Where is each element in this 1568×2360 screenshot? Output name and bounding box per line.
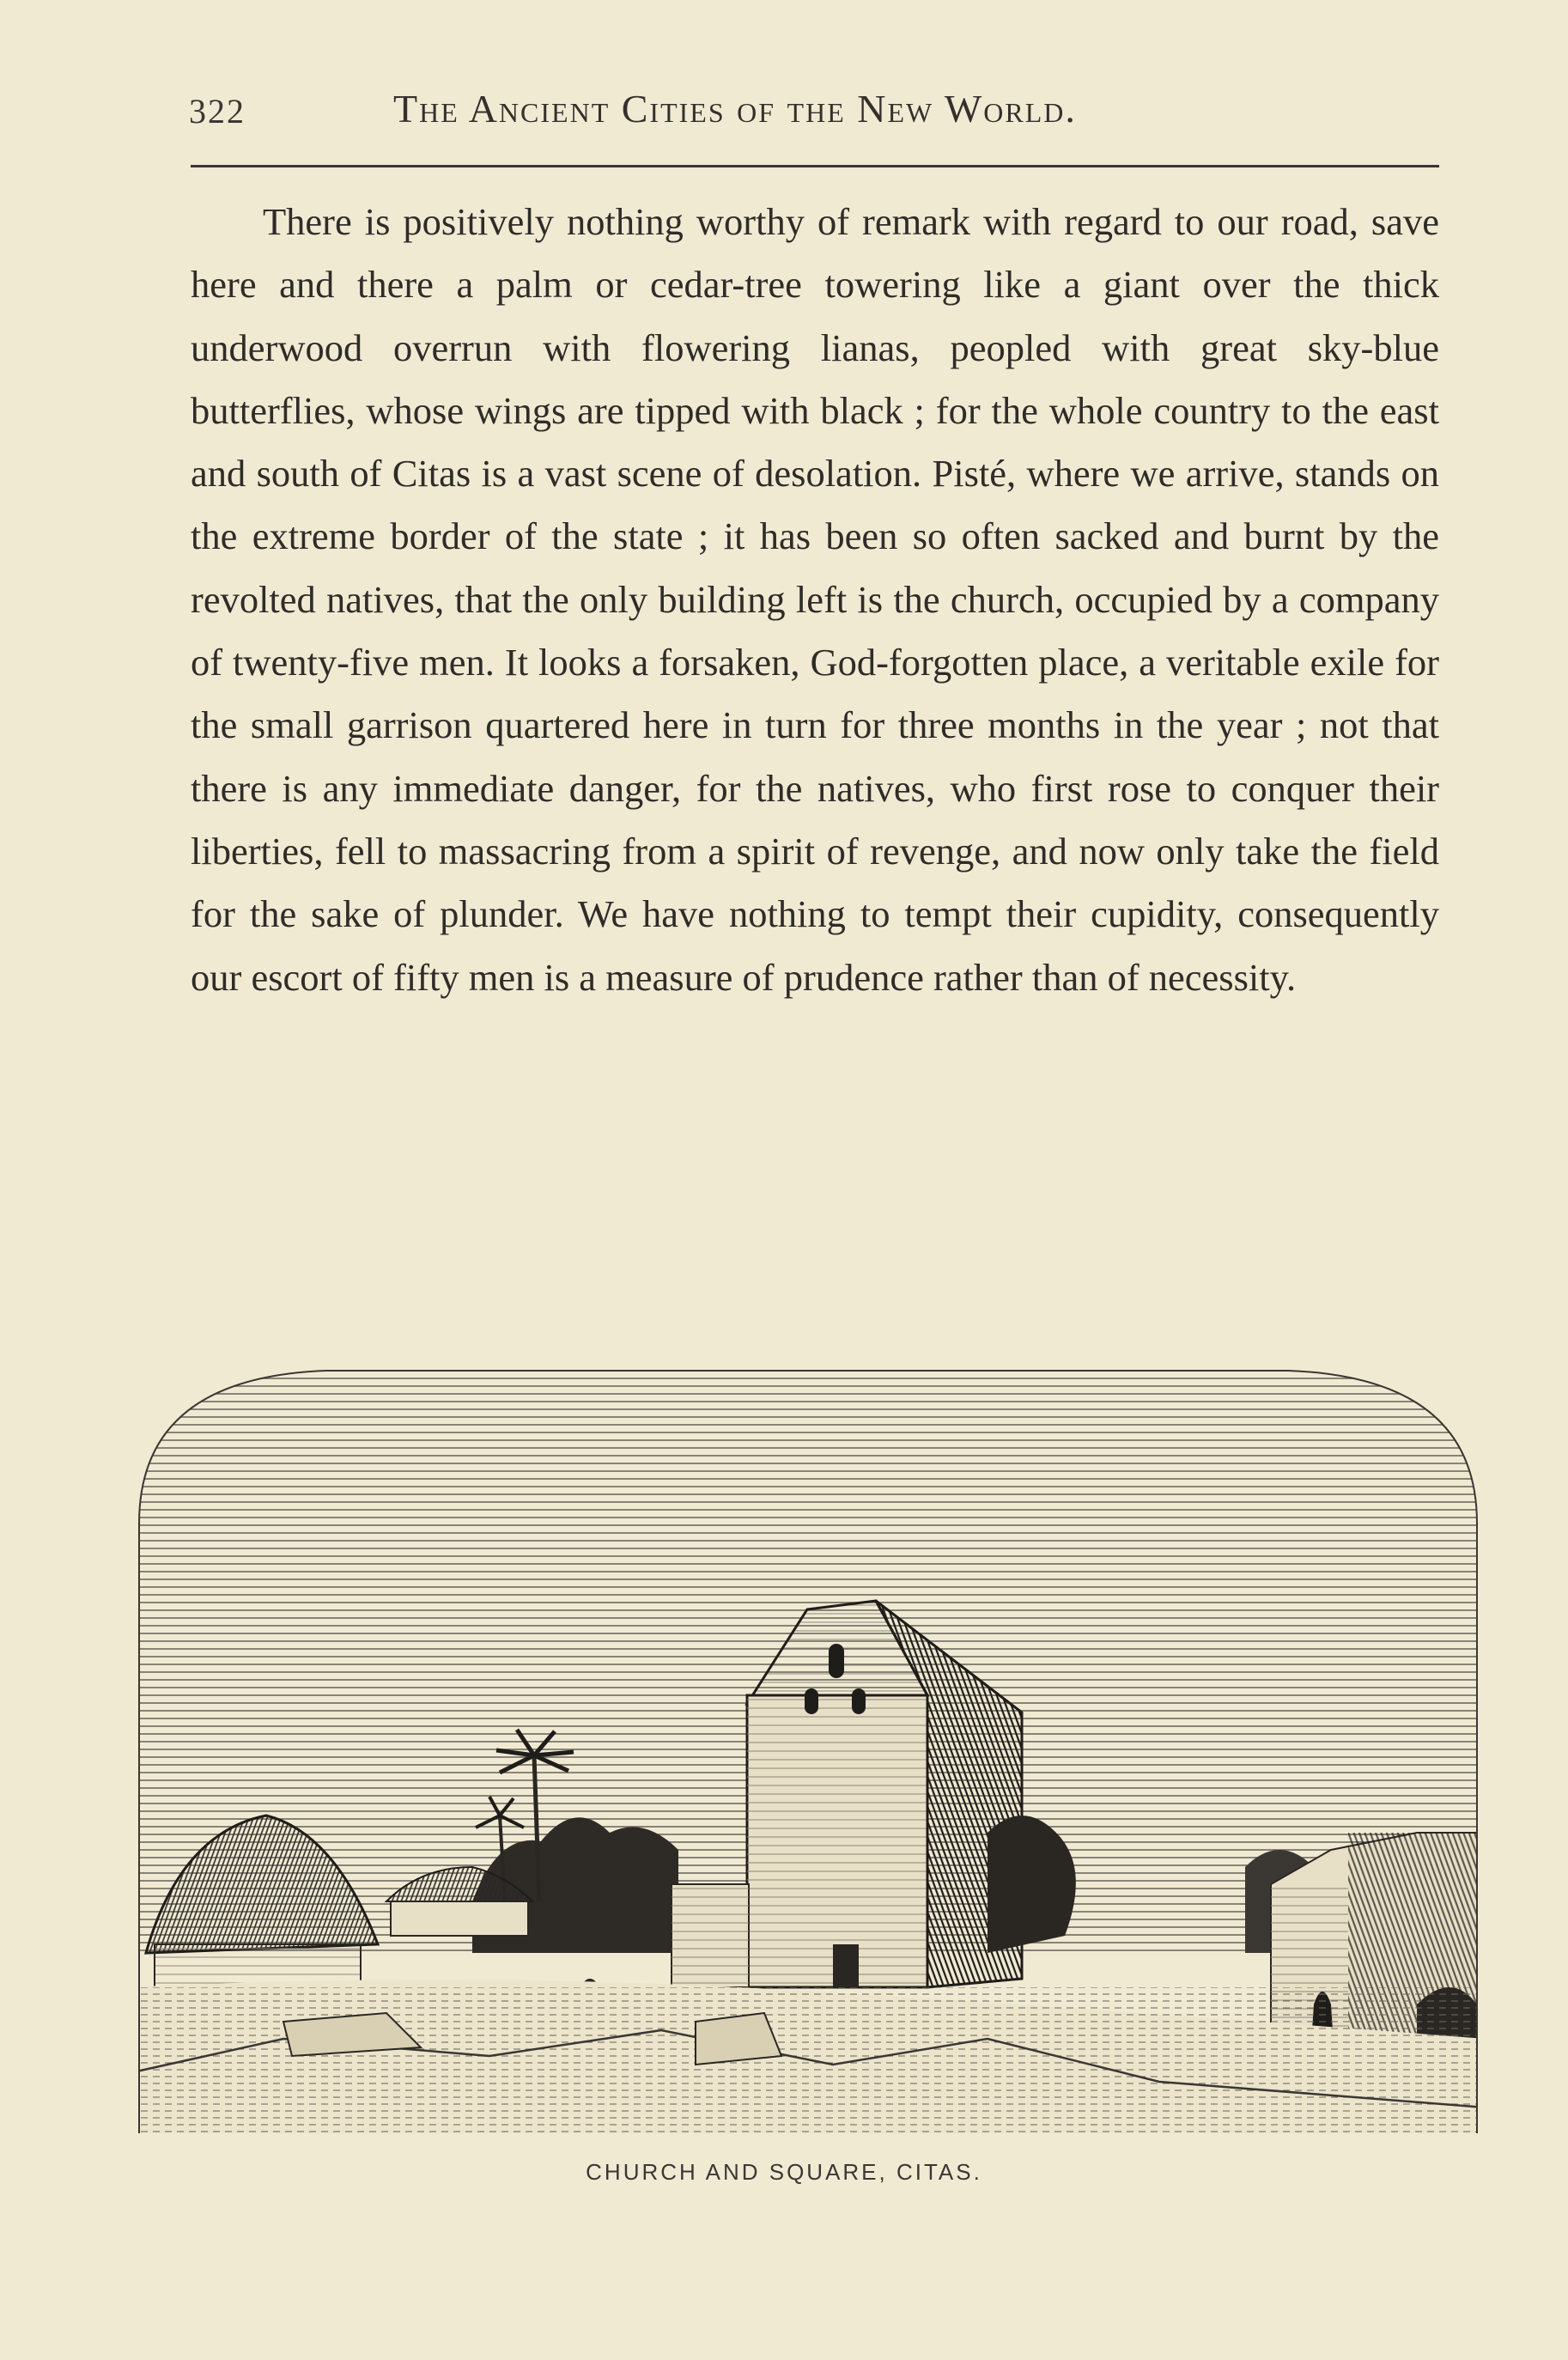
running-header <box>189 79 1439 139</box>
church-engraving <box>129 1352 1486 2133</box>
illustration-caption: CHURCH AND SQUARE, CITAS. <box>586 2159 982 2185</box>
body-paragraph: There is positively nothing worthy of remark with regard to our road, save here and there a palm or cedar-tree towering like a giant over the thick underwood overrun with flowering lianas, peopled with great sky-blue butterflies, whose wings are tipped with black ; for the whole country to the east and south of Citas is a vast scene of desolation. Pisté, where we arrive, stands on the extreme border of the state ; it has been so often sacked and burnt by the revolted natives, that the only building left is the church, occupied by a company of twenty-five men. It looks a forsaken, God-forgotten place, a veritable exile for the small garrison quartered here in turn for three months in the year ; not that there is any immediate danger, for the natives, who first rose to conquer their liberties, fell to massacring from a spirit of revenge, and now only take the field for the sake of plunder. We have nothing to tempt their cupidity, consequently our escort of fifty men is a measure of prudence rather than of necessity. <box>191 200 1439 999</box>
page-number: 322 <box>189 92 246 131</box>
header-rule <box>191 165 1439 167</box>
running-title: The Ancient Cities of the New World. <box>393 87 1077 131</box>
